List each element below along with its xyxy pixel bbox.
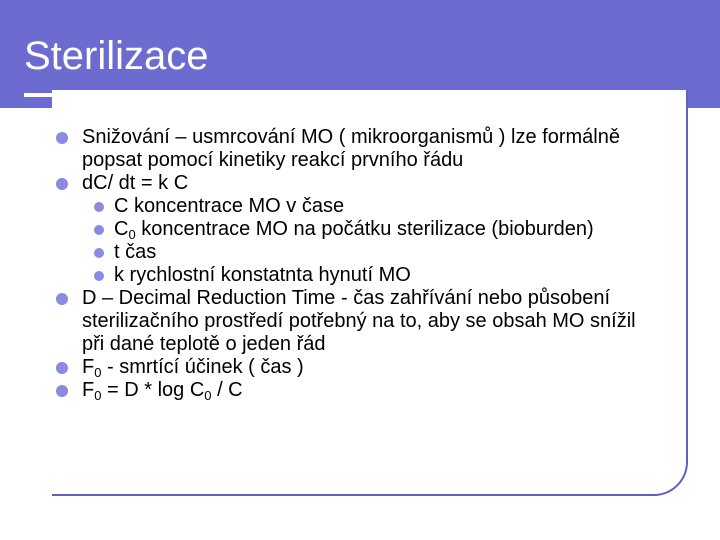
bullet-text: t čas [114, 241, 157, 263]
bullet-text: k rychlostní konstatnta hynutí MO [114, 264, 411, 286]
subscript: 0 [94, 388, 102, 403]
bullet-dot-icon [56, 178, 68, 190]
bullet-dot-icon [94, 248, 104, 258]
subscript: 0 [204, 388, 212, 403]
subscript: 0 [128, 227, 136, 242]
slide-title: Sterilizace [24, 34, 209, 78]
bullet-dot-icon [56, 293, 68, 305]
sub-list-item [82, 218, 662, 241]
bullet-text: - smrtící účinek ( čas ) [101, 356, 304, 378]
bullet-dot-icon [56, 362, 68, 374]
bullet-dot-icon [94, 202, 104, 212]
bullet-text: / C [211, 379, 243, 401]
list-item [82, 172, 662, 195]
list-item [82, 356, 662, 379]
bullet-text: D – Decimal Reduction Time - čas zahřívání nebo působení sterilizačního prostředí potřebný na to, aby se obsah MO snížil při dané teplotě o jeden řád [82, 287, 636, 355]
bullet-symbol: C [114, 218, 129, 240]
sub-list-item [82, 264, 662, 287]
subscript: 0 [94, 365, 102, 380]
bullet-dot-icon [94, 271, 104, 281]
bullet-text: Snižování – usmrcování MO ( mikroorganismů ) lze formálně popsat pomocí kinetiky reakcí prvního řádu [82, 126, 620, 171]
bullet-symbol: F [82, 379, 95, 401]
bullet-dot-icon [94, 225, 104, 235]
title-underline [24, 93, 636, 97]
sub-list-item [82, 241, 662, 264]
sub-list-item [82, 195, 662, 218]
bullet-text: C koncentrace MO v čase [114, 195, 345, 217]
bullet-text: koncentrace MO na počátku sterilizace (bioburden) [135, 218, 594, 240]
bullet-text: = D * log C [101, 379, 205, 401]
bullet-symbol: F [82, 356, 95, 378]
list-item [82, 126, 662, 172]
list-item [82, 287, 662, 356]
bullet-dot-icon [56, 385, 68, 397]
bullet-text: dC/ dt = k C [82, 172, 189, 194]
bullet-dot-icon [56, 132, 68, 144]
bullet-list [82, 126, 662, 402]
list-item [82, 379, 662, 402]
